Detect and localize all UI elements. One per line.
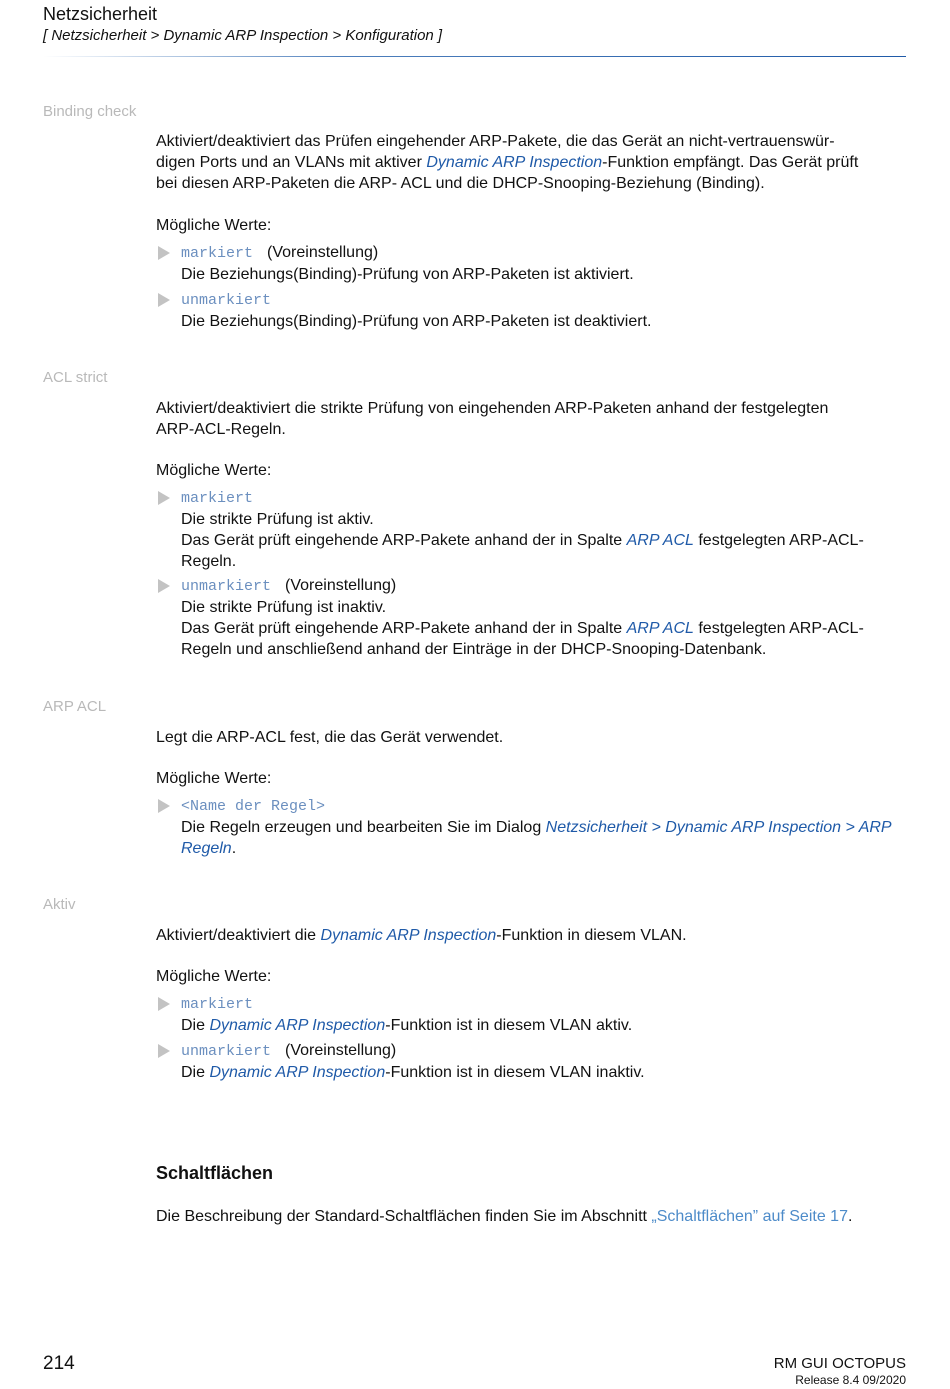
- section-label-arp-acl: ARP ACL: [43, 698, 107, 715]
- option-description: Die Dynamic ARP Inspection-Funktion ist in diesem VLAN aktiv.: [181, 1017, 633, 1034]
- desc-line: Aktiviert/deaktiviert die strikte Prüfung von eingehenden ARP-Paketen anhand der festgelegten: [156, 400, 829, 417]
- value-unchecked: unmarkiert: [181, 1043, 272, 1060]
- acl-strict-description: [156, 398, 908, 440]
- bullet-triangle-icon: [158, 246, 170, 260]
- possible-values-heading: Mögliche Werte:: [156, 968, 272, 985]
- default-tag: (Voreinstellung): [285, 1042, 397, 1059]
- option-description: Die strikte Prüfung ist inaktiv.: [181, 599, 387, 616]
- bullet-triangle-icon: [158, 997, 170, 1011]
- option-description: Die Regeln erzeugen und bearbeiten Sie im Dialog Netzsicherheit > Dynamic ARP Inspection > ARP: [181, 819, 892, 836]
- section-label-binding-check: Binding check: [43, 103, 137, 120]
- option-description: Das Gerät prüft eingehende ARP-Pakete anhand der in Spalte ARP ACL festgelegten ARP-ACL-: [181, 620, 864, 637]
- desc-text: digen Ports und an VLANs mit aktiver: [156, 154, 427, 171]
- bullet-triangle-icon: [158, 579, 170, 593]
- arp-acl-column-link[interactable]: ARP ACL: [626, 532, 694, 549]
- default-tag: (Voreinstellung): [285, 577, 397, 594]
- binding-check-description: [156, 131, 908, 194]
- desc-line: Aktiviert/deaktiviert das Prüfen eingehender ARP-Pakete, die das Gerät an nicht-vertrauenswür-: [156, 133, 835, 150]
- bullet-triangle-icon: [158, 293, 170, 307]
- option-description: Die Beziehungs(Binding)-Prüfung von ARP-Paketen ist deaktiviert.: [181, 313, 652, 330]
- value-checked: markiert: [181, 996, 254, 1013]
- page-header-title: Netzsicherheit: [43, 4, 158, 24]
- doc-title: RM GUI OCTOPUS: [773, 1355, 906, 1372]
- option-description: Die Dynamic ARP Inspection-Funktion ist in diesem VLAN inaktiv.: [181, 1064, 645, 1081]
- dynamic-arp-inspection-link[interactable]: Dynamic ARP Inspection: [209, 1017, 386, 1034]
- value-checked: markiert: [181, 490, 254, 507]
- footer-doc-info: [774, 1355, 906, 1389]
- breadcrumb: [ Netzsicherheit > Dynamic ARP Inspection > Konfiguration ]: [43, 27, 443, 44]
- default-tag: (Voreinstellung): [267, 244, 379, 261]
- desc-line: [156, 152, 908, 173]
- possible-values-heading: Mögliche Werte:: [156, 217, 272, 234]
- possible-values-heading: Mögliche Werte:: [156, 462, 272, 479]
- header-divider: [43, 56, 906, 57]
- value-checked: markiert: [181, 245, 254, 262]
- desc-line: ARP-ACL-Regeln.: [156, 421, 286, 438]
- dynamic-arp-inspection-link[interactable]: Dynamic ARP Inspection: [209, 1064, 386, 1081]
- option-description: Die strikte Prüfung ist aktiv.: [181, 511, 374, 528]
- arp-rules-dialog-link[interactable]: Regeln: [181, 840, 232, 857]
- buttons-page-xref-link[interactable]: „Schaltflächen” auf Seite 17: [651, 1208, 848, 1225]
- bullet-triangle-icon: [158, 491, 170, 505]
- section-label-acl-strict: ACL strict: [43, 369, 108, 386]
- arp-acl-column-link[interactable]: ARP ACL: [626, 620, 694, 637]
- value-rule-name: <Name der Regel>: [181, 798, 326, 815]
- arp-rules-dialog-link[interactable]: Netzsicherheit > Dynamic ARP Inspection > ARP: [545, 819, 892, 836]
- value-unchecked: unmarkiert: [181, 578, 272, 595]
- value-unchecked: unmarkiert: [181, 292, 272, 309]
- bullet-triangle-icon: [158, 1044, 170, 1058]
- dynamic-arp-inspection-link[interactable]: Dynamic ARP Inspection: [320, 927, 497, 944]
- possible-values-heading: Mögliche Werte:: [156, 770, 272, 787]
- aktiv-description: Aktiviert/deaktiviert die Dynamic ARP Inspection-Funktion in diesem VLAN.: [156, 927, 687, 944]
- dynamic-arp-inspection-link[interactable]: Dynamic ARP Inspection: [426, 154, 603, 171]
- option-description: Regeln.: [181, 553, 237, 570]
- buttons-description: Die Beschreibung der Standard-Schaltflächen finden Sie im Abschnitt „Schaltflächen” auf Seite 17.: [156, 1208, 853, 1225]
- option-description: Regeln.: [181, 840, 237, 857]
- desc-text: -Funktion empfängt. Das Gerät prüft: [602, 154, 859, 171]
- release-info: Release 8.4 09/2020: [795, 1373, 906, 1387]
- desc-line: bei diesen ARP-Paketen die ARP- ACL und die DHCP-Snooping-Beziehung (Binding).: [156, 175, 765, 192]
- option-description: Das Gerät prüft eingehende ARP-Pakete anhand der in Spalte ARP ACL festgelegten ARP-ACL-: [181, 532, 864, 549]
- bullet-triangle-icon: [158, 799, 170, 813]
- page-number: 214: [43, 1353, 75, 1374]
- section-heading-buttons: Schaltflächen: [156, 1163, 274, 1183]
- section-label-aktiv: Aktiv: [43, 896, 76, 913]
- option-description: Die Beziehungs(Binding)-Prüfung von ARP-Paketen ist aktiviert.: [181, 266, 634, 283]
- arp-acl-description: Legt die ARP-ACL fest, die das Gerät verwendet.: [156, 729, 504, 746]
- option-description: Regeln und anschließend anhand der Einträge in der DHCP-Snooping-Datenbank.: [181, 641, 767, 658]
